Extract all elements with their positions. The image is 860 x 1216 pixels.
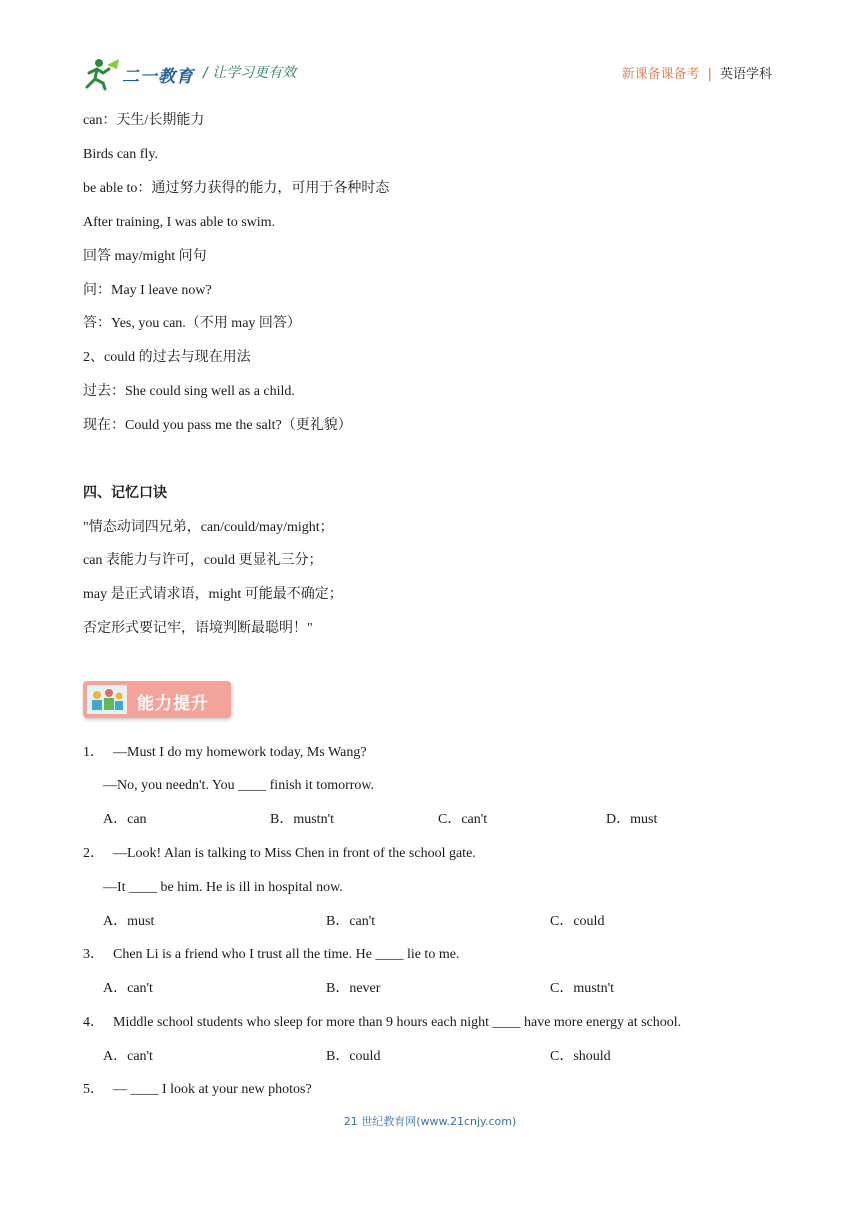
question-stem xyxy=(83,744,367,762)
header-separator: | xyxy=(707,67,712,82)
question-text: Chen Li is a friend who I trust all the time. He ____ lie to me. xyxy=(113,947,460,962)
option-a: A．can xyxy=(103,812,147,827)
question-number: 1． xyxy=(83,745,104,760)
logo-text: 二一教育 xyxy=(122,67,194,86)
option-b: B．could xyxy=(326,1049,381,1064)
option-c: C．can't xyxy=(438,812,488,827)
note-line: 答：Yes, you can.（不用 may 回答） xyxy=(83,316,301,331)
note-line: 现在：Could you pass me the salt?（更礼貌） xyxy=(83,418,352,433)
option-c: C．could xyxy=(550,914,605,929)
option-b: B．can't xyxy=(326,914,376,929)
option-a: A．can't xyxy=(103,1049,153,1064)
question-number: 4． xyxy=(83,1015,104,1030)
header-label-subject: 英语学科 xyxy=(719,67,772,82)
section-badge xyxy=(83,681,231,718)
option-b: B．mustn't xyxy=(270,812,334,827)
people-icon xyxy=(87,685,127,714)
note-line: 2、could 的过去与现在用法 xyxy=(83,350,251,365)
question-stem xyxy=(83,845,476,863)
note-line: Birds can fly. xyxy=(83,147,158,162)
note-line: 过去：She could sing well as a child. xyxy=(83,384,295,399)
option-a: A．must xyxy=(103,914,155,929)
question-number: 5． xyxy=(83,1082,104,1097)
question-stem xyxy=(83,1081,312,1099)
memory-line: 否定形式要记牢，语境判断最聪明！" xyxy=(83,621,313,636)
question-number: 2． xyxy=(83,846,104,861)
option-c: C．should xyxy=(550,1049,611,1064)
slogan: / 让学习更有效 xyxy=(203,65,297,81)
question-stem xyxy=(83,946,459,964)
section-badge-label: 能力提升 xyxy=(137,694,209,714)
option-c: C．mustn't xyxy=(550,981,614,996)
option-d: D．must xyxy=(606,812,658,827)
question-text: —Must I do my homework today, Ms Wang? xyxy=(113,745,367,760)
question-number: 3． xyxy=(83,947,104,962)
question-text: —Look! Alan is talking to Miss Chen in front of the school gate. xyxy=(113,846,476,861)
note-line: be able to：通过努力获得的能力，可用于各种时态 xyxy=(83,181,390,196)
question-text: — ____ I look at your new photos? xyxy=(113,1082,312,1097)
memory-line: can 表能力与许可，could 更显礼三分； xyxy=(83,553,323,568)
question-text: Middle school students who sleep for more than 9 hours each night ____ have more energy at school. xyxy=(113,1015,682,1030)
page-footer: 21 世纪教育网(www.21cnjy.com) xyxy=(343,1115,517,1128)
note-line: 回答 may/might 问句 xyxy=(83,249,207,264)
question-stem-2: —It ____ be him. He is ill in hospital now. xyxy=(103,880,343,895)
memory-heading: 四、记忆口诀 xyxy=(83,486,167,501)
memory-line: may 是正式请求语，might 可能最不确定； xyxy=(83,587,343,602)
header-subject xyxy=(622,63,772,82)
question-stem xyxy=(83,1014,681,1032)
note-line: can：天生/长期能力 xyxy=(83,113,205,128)
page-header xyxy=(0,0,860,100)
memory-line: "情态动词四兄弟，can/could/may/might； xyxy=(83,520,334,535)
option-b: B．never xyxy=(326,981,381,996)
question-stem-2: —No, you needn't. You ____ finish it tomorrow. xyxy=(103,778,375,793)
header-label-course: 新课备课备考 xyxy=(621,67,700,82)
note-line: 问：May I leave now? xyxy=(83,283,212,298)
option-a: A．can't xyxy=(103,981,153,996)
note-line: After training, I was able to swim. xyxy=(83,215,276,230)
